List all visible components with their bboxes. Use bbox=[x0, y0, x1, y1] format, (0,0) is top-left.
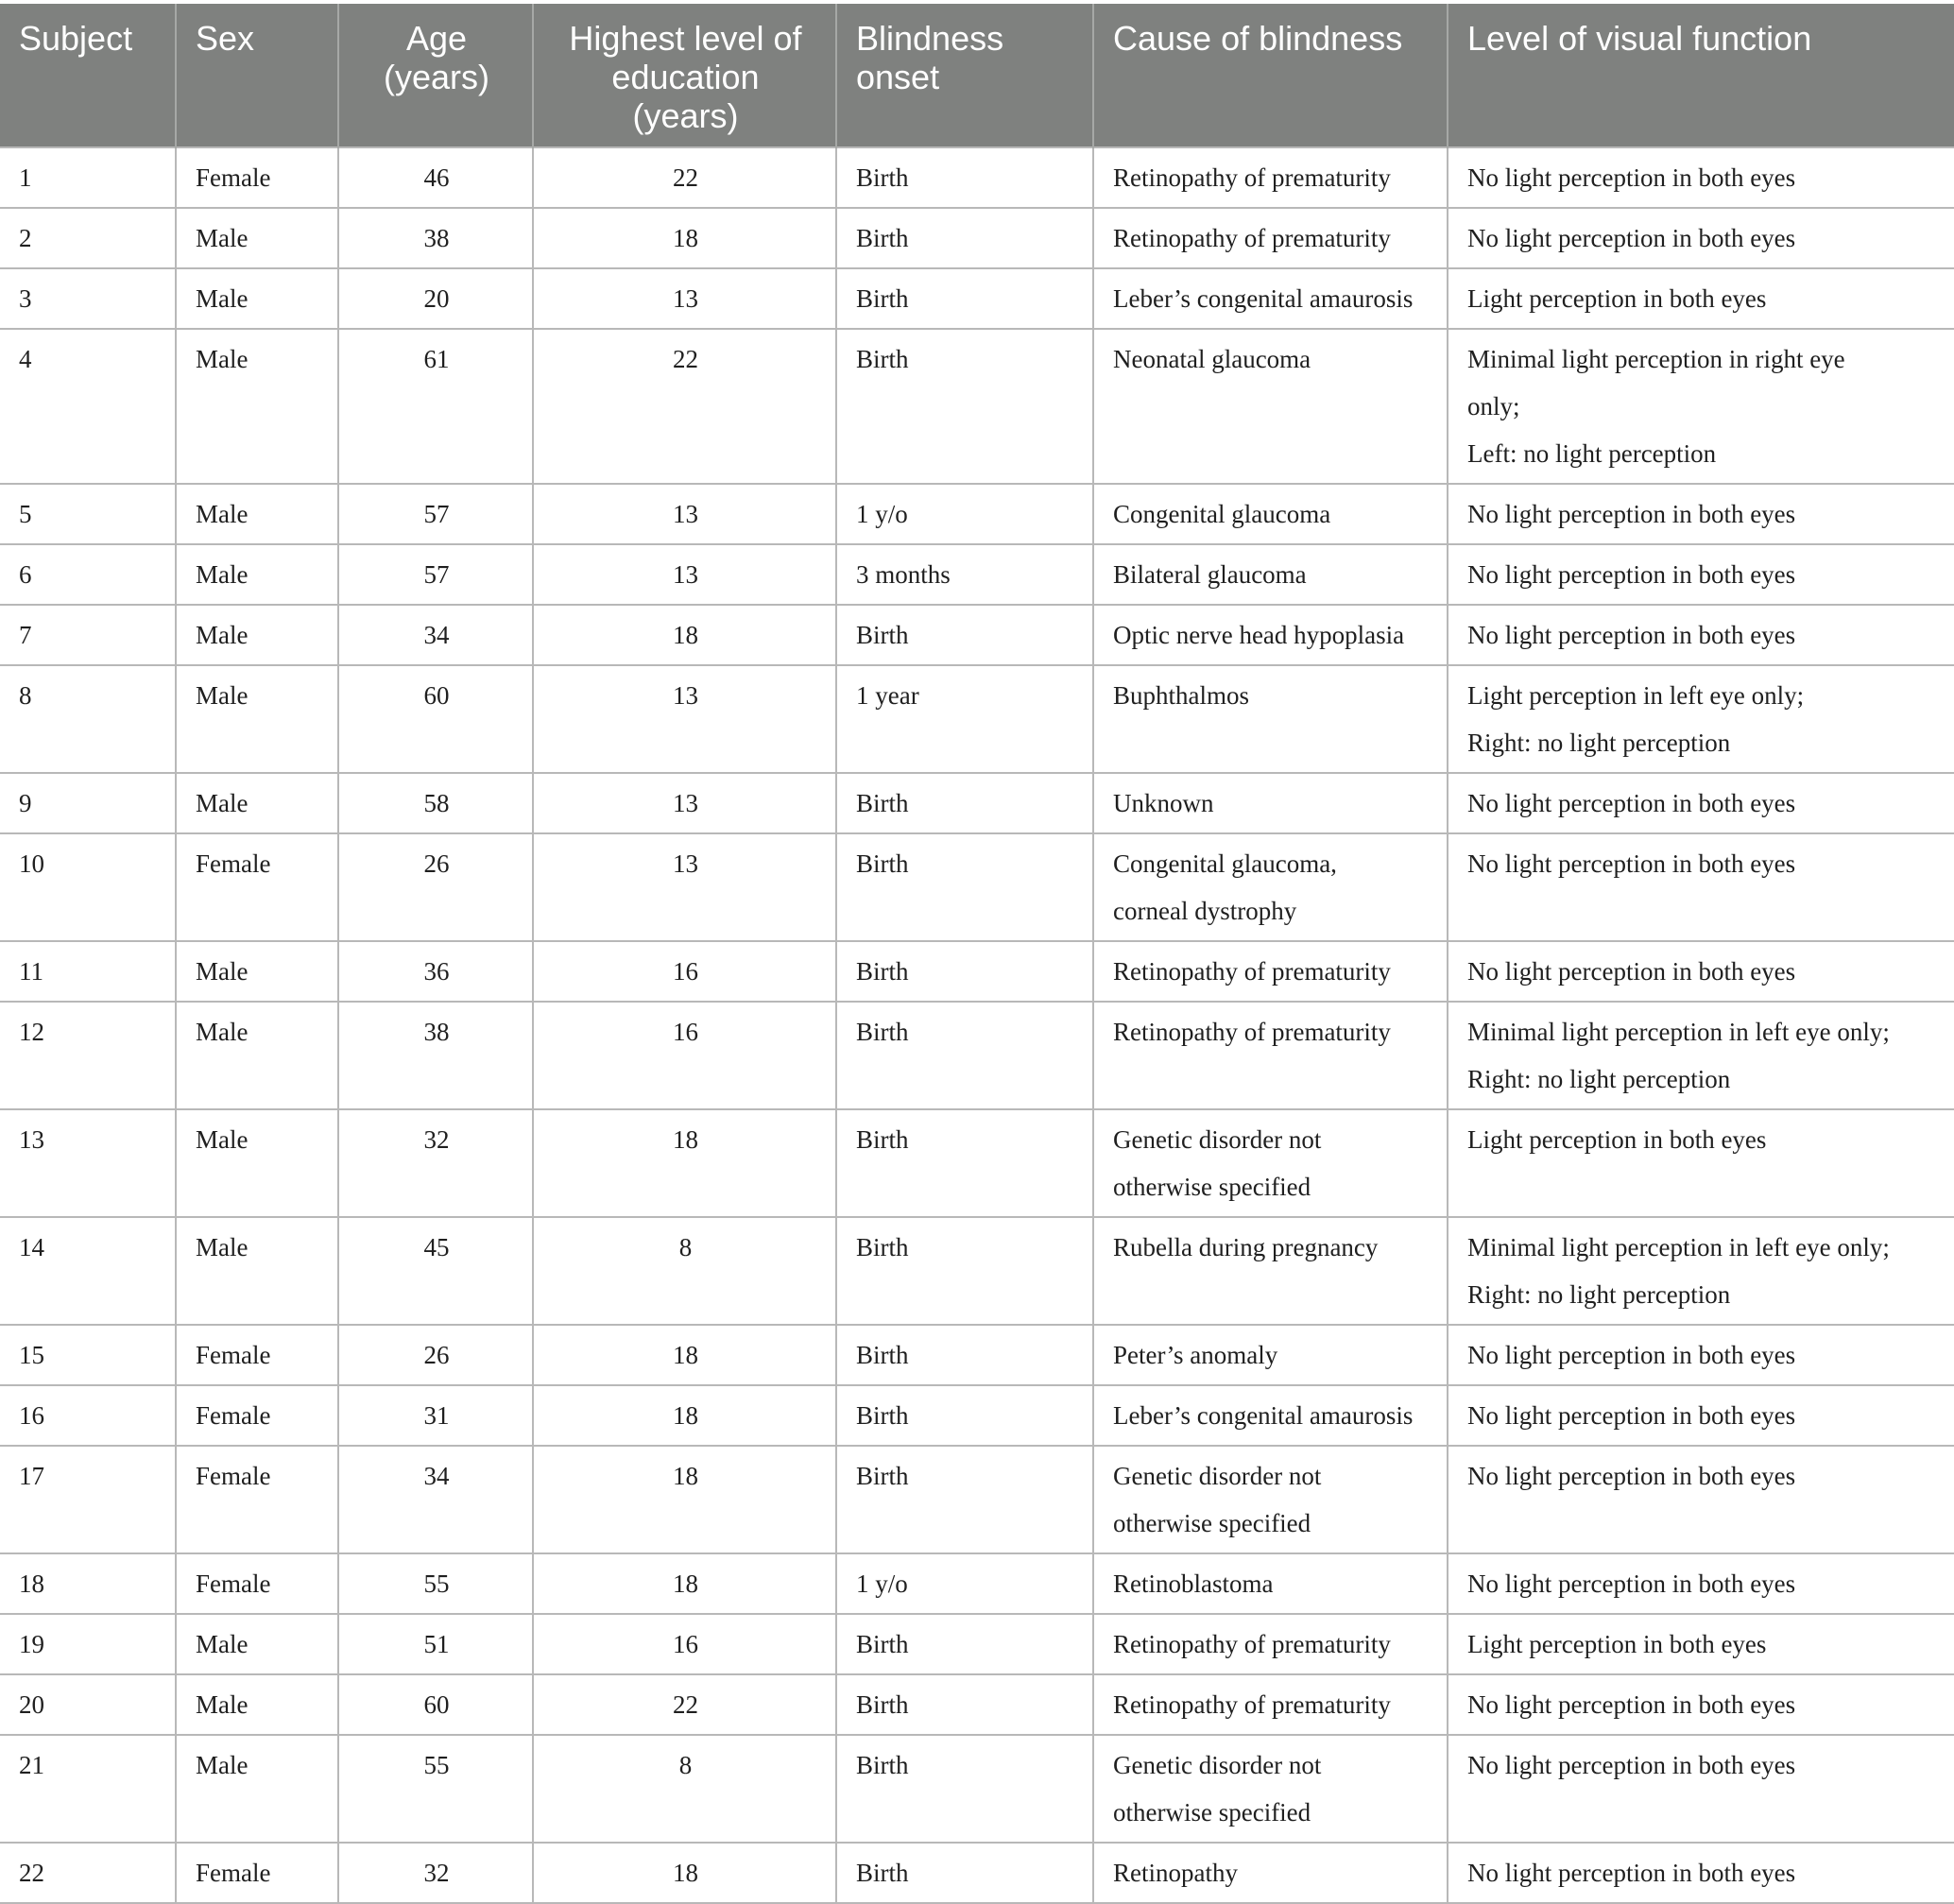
cell-visual-function: No light perception in both eyes bbox=[1448, 1325, 1954, 1385]
cell-cause: Congenital glaucoma, corneal dystrophy bbox=[1093, 833, 1448, 941]
table-row bbox=[0, 484, 1954, 544]
cell-education: 18 bbox=[533, 605, 836, 665]
cell-age: 61 bbox=[338, 329, 533, 484]
table-row bbox=[0, 833, 1954, 941]
cell-visual-function: Light perception in both eyes bbox=[1448, 1109, 1954, 1217]
cell-sex: Female bbox=[176, 1553, 338, 1614]
cell-sex: Male bbox=[176, 268, 338, 329]
cell-visual-function: No light perception in both eyes bbox=[1448, 147, 1954, 208]
table-container bbox=[0, 4, 1954, 1904]
table-row bbox=[0, 605, 1954, 665]
cell-visual-function: No light perception in both eyes bbox=[1448, 941, 1954, 1002]
cell-subject: 1 bbox=[0, 147, 176, 208]
cell-age: 57 bbox=[338, 544, 533, 605]
cell-subject: 7 bbox=[0, 605, 176, 665]
cell-sex: Male bbox=[176, 208, 338, 268]
header-visual-function: Level of visual function bbox=[1448, 4, 1954, 147]
cell-subject: 3 bbox=[0, 268, 176, 329]
cell-age: 55 bbox=[338, 1553, 533, 1614]
cell-cause: Unknown bbox=[1093, 773, 1448, 833]
table-row bbox=[0, 268, 1954, 329]
table-row bbox=[0, 941, 1954, 1002]
cell-age: 46 bbox=[338, 147, 533, 208]
cell-age: 60 bbox=[338, 665, 533, 773]
cell-age: 34 bbox=[338, 605, 533, 665]
cell-cause: Retinopathy of prematurity bbox=[1093, 208, 1448, 268]
cell-onset: 3 months bbox=[836, 544, 1093, 605]
table-row bbox=[0, 1553, 1954, 1614]
cell-subject: 9 bbox=[0, 773, 176, 833]
cell-cause: Genetic disorder not otherwise specified bbox=[1093, 1446, 1448, 1553]
cell-onset: Birth bbox=[836, 1735, 1093, 1843]
cell-onset: 1 y/o bbox=[836, 1553, 1093, 1614]
cell-education: 18 bbox=[533, 1843, 836, 1903]
cell-onset: Birth bbox=[836, 1614, 1093, 1674]
cell-subject: 2 bbox=[0, 208, 176, 268]
cell-onset: Birth bbox=[836, 605, 1093, 665]
table-row bbox=[0, 544, 1954, 605]
cell-age: 60 bbox=[338, 1674, 533, 1735]
cell-education: 8 bbox=[533, 1735, 836, 1843]
cell-sex: Male bbox=[176, 941, 338, 1002]
cell-cause: Peter’s anomaly bbox=[1093, 1325, 1448, 1385]
cell-age: 51 bbox=[338, 1614, 533, 1674]
cell-age: 55 bbox=[338, 1735, 533, 1843]
cell-onset: Birth bbox=[836, 941, 1093, 1002]
header-sex: Sex bbox=[176, 4, 338, 147]
cell-education: 13 bbox=[533, 544, 836, 605]
cell-sex: Female bbox=[176, 1325, 338, 1385]
cell-education: 18 bbox=[533, 1385, 836, 1446]
cell-cause: Retinopathy of prematurity bbox=[1093, 1614, 1448, 1674]
cell-visual-function: No light perception in both eyes bbox=[1448, 1385, 1954, 1446]
cell-age: 31 bbox=[338, 1385, 533, 1446]
cell-visual-function: No light perception in both eyes bbox=[1448, 1674, 1954, 1735]
cell-sex: Female bbox=[176, 147, 338, 208]
cell-visual-function: No light perception in both eyes bbox=[1448, 1735, 1954, 1843]
cell-onset: Birth bbox=[836, 268, 1093, 329]
table-row bbox=[0, 147, 1954, 208]
cell-cause: Optic nerve head hypoplasia bbox=[1093, 605, 1448, 665]
cell-cause: Leber’s congenital amaurosis bbox=[1093, 1385, 1448, 1446]
table-row bbox=[0, 208, 1954, 268]
cell-visual-function: Minimal light perception in left eye only; Right: no light perception bbox=[1448, 1217, 1954, 1325]
table-row bbox=[0, 1385, 1954, 1446]
cell-onset: Birth bbox=[836, 147, 1093, 208]
cell-cause: Retinopathy of prematurity bbox=[1093, 941, 1448, 1002]
table-row bbox=[0, 1002, 1954, 1109]
table-row bbox=[0, 1446, 1954, 1553]
cell-subject: 17 bbox=[0, 1446, 176, 1553]
cell-visual-function: No light perception in both eyes bbox=[1448, 833, 1954, 941]
cell-onset: 1 year bbox=[836, 665, 1093, 773]
cell-education: 18 bbox=[533, 1109, 836, 1217]
cell-visual-function: No light perception in both eyes bbox=[1448, 208, 1954, 268]
cell-subject: 10 bbox=[0, 833, 176, 941]
cell-sex: Male bbox=[176, 1109, 338, 1217]
cell-sex: Female bbox=[176, 833, 338, 941]
cell-onset: Birth bbox=[836, 1385, 1093, 1446]
cell-cause: Retinoblastoma bbox=[1093, 1553, 1448, 1614]
cell-sex: Male bbox=[176, 665, 338, 773]
cell-sex: Female bbox=[176, 1446, 338, 1553]
cell-age: 32 bbox=[338, 1109, 533, 1217]
cell-sex: Male bbox=[176, 1614, 338, 1674]
cell-visual-function: Minimal light perception in right eye only; Left: no light perception bbox=[1448, 329, 1954, 484]
cell-visual-function: No light perception in both eyes bbox=[1448, 605, 1954, 665]
cell-education: 16 bbox=[533, 1614, 836, 1674]
cell-sex: Female bbox=[176, 1843, 338, 1903]
table-row bbox=[0, 1614, 1954, 1674]
cell-sex: Male bbox=[176, 1002, 338, 1109]
table-row bbox=[0, 1217, 1954, 1325]
cell-age: 26 bbox=[338, 1325, 533, 1385]
cell-age: 36 bbox=[338, 941, 533, 1002]
cell-subject: 20 bbox=[0, 1674, 176, 1735]
cell-onset: Birth bbox=[836, 1217, 1093, 1325]
cell-visual-function: No light perception in both eyes bbox=[1448, 773, 1954, 833]
cell-onset: Birth bbox=[836, 773, 1093, 833]
cell-education: 16 bbox=[533, 941, 836, 1002]
cell-subject: 21 bbox=[0, 1735, 176, 1843]
cell-cause: Retinopathy of prematurity bbox=[1093, 1674, 1448, 1735]
cell-visual-function: No light perception in both eyes bbox=[1448, 1553, 1954, 1614]
cell-sex: Male bbox=[176, 605, 338, 665]
cell-cause: Retinopathy bbox=[1093, 1843, 1448, 1903]
cell-subject: 5 bbox=[0, 484, 176, 544]
cell-age: 20 bbox=[338, 268, 533, 329]
header-age: Age (years) bbox=[338, 4, 533, 147]
cell-onset: 1 y/o bbox=[836, 484, 1093, 544]
cell-subject: 16 bbox=[0, 1385, 176, 1446]
cell-cause: Congenital glaucoma bbox=[1093, 484, 1448, 544]
cell-subject: 13 bbox=[0, 1109, 176, 1217]
cell-age: 45 bbox=[338, 1217, 533, 1325]
header-subject: Subject bbox=[0, 4, 176, 147]
header-education: Highest level of education (years) bbox=[533, 4, 836, 147]
cell-visual-function: No light perception in both eyes bbox=[1448, 1446, 1954, 1553]
cell-education: 18 bbox=[533, 1446, 836, 1553]
cell-age: 32 bbox=[338, 1843, 533, 1903]
header-blindness-onset: Blindness onset bbox=[836, 4, 1093, 147]
cell-onset: Birth bbox=[836, 833, 1093, 941]
cell-visual-function: Minimal light perception in left eye only; Right: no light perception bbox=[1448, 1002, 1954, 1109]
cell-cause: Neonatal glaucoma bbox=[1093, 329, 1448, 484]
cell-onset: Birth bbox=[836, 208, 1093, 268]
cell-age: 38 bbox=[338, 208, 533, 268]
cell-visual-function: Light perception in both eyes bbox=[1448, 268, 1954, 329]
cell-education: 8 bbox=[533, 1217, 836, 1325]
table-row bbox=[0, 329, 1954, 484]
cell-onset: Birth bbox=[836, 329, 1093, 484]
cell-onset: Birth bbox=[836, 1109, 1093, 1217]
cell-education: 18 bbox=[533, 208, 836, 268]
cell-onset: Birth bbox=[836, 1446, 1093, 1553]
cell-cause: Leber’s congenital amaurosis bbox=[1093, 268, 1448, 329]
cell-subject: 8 bbox=[0, 665, 176, 773]
table-row bbox=[0, 1109, 1954, 1217]
cell-subject: 12 bbox=[0, 1002, 176, 1109]
cell-visual-function: No light perception in both eyes bbox=[1448, 1843, 1954, 1903]
cell-education: 22 bbox=[533, 329, 836, 484]
cell-sex: Male bbox=[176, 1217, 338, 1325]
cell-subject: 11 bbox=[0, 941, 176, 1002]
cell-sex: Male bbox=[176, 329, 338, 484]
cell-education: 13 bbox=[533, 773, 836, 833]
cell-education: 13 bbox=[533, 268, 836, 329]
cell-education: 13 bbox=[533, 665, 836, 773]
cell-cause: Retinopathy of prematurity bbox=[1093, 1002, 1448, 1109]
cell-onset: Birth bbox=[836, 1325, 1093, 1385]
cell-age: 58 bbox=[338, 773, 533, 833]
cell-sex: Male bbox=[176, 1674, 338, 1735]
cell-education: 13 bbox=[533, 833, 836, 941]
cell-education: 22 bbox=[533, 1674, 836, 1735]
cell-cause: Retinopathy of prematurity bbox=[1093, 147, 1448, 208]
cell-visual-function: Light perception in left eye only; Right: no light perception bbox=[1448, 665, 1954, 773]
cell-age: 26 bbox=[338, 833, 533, 941]
subjects-table bbox=[0, 4, 1954, 1904]
table-row bbox=[0, 1843, 1954, 1903]
cell-education: 13 bbox=[533, 484, 836, 544]
table-row bbox=[0, 1325, 1954, 1385]
table-row bbox=[0, 1735, 1954, 1843]
cell-visual-function: Light perception in both eyes bbox=[1448, 1614, 1954, 1674]
cell-cause: Rubella during pregnancy bbox=[1093, 1217, 1448, 1325]
cell-education: 18 bbox=[533, 1325, 836, 1385]
cell-onset: Birth bbox=[836, 1843, 1093, 1903]
cell-onset: Birth bbox=[836, 1002, 1093, 1109]
cell-subject: 15 bbox=[0, 1325, 176, 1385]
cell-subject: 6 bbox=[0, 544, 176, 605]
cell-visual-function: No light perception in both eyes bbox=[1448, 484, 1954, 544]
header-cause-of-blindness: Cause of blindness bbox=[1093, 4, 1448, 147]
cell-age: 38 bbox=[338, 1002, 533, 1109]
table-body bbox=[0, 147, 1954, 1903]
cell-subject: 4 bbox=[0, 329, 176, 484]
cell-sex: Male bbox=[176, 544, 338, 605]
cell-subject: 18 bbox=[0, 1553, 176, 1614]
cell-sex: Female bbox=[176, 1385, 338, 1446]
cell-education: 16 bbox=[533, 1002, 836, 1109]
table-row bbox=[0, 1674, 1954, 1735]
cell-sex: Male bbox=[176, 773, 338, 833]
cell-onset: Birth bbox=[836, 1674, 1093, 1735]
cell-cause: Bilateral glaucoma bbox=[1093, 544, 1448, 605]
cell-subject: 22 bbox=[0, 1843, 176, 1903]
table-row bbox=[0, 665, 1954, 773]
cell-subject: 19 bbox=[0, 1614, 176, 1674]
table-row bbox=[0, 773, 1954, 833]
cell-subject: 14 bbox=[0, 1217, 176, 1325]
cell-cause: Genetic disorder not otherwise specified bbox=[1093, 1109, 1448, 1217]
cell-education: 22 bbox=[533, 147, 836, 208]
cell-education: 18 bbox=[533, 1553, 836, 1614]
cell-visual-function: No light perception in both eyes bbox=[1448, 544, 1954, 605]
table-header bbox=[0, 4, 1954, 147]
cell-age: 57 bbox=[338, 484, 533, 544]
cell-cause: Genetic disorder not otherwise specified bbox=[1093, 1735, 1448, 1843]
cell-sex: Male bbox=[176, 484, 338, 544]
cell-cause: Buphthalmos bbox=[1093, 665, 1448, 773]
cell-age: 34 bbox=[338, 1446, 533, 1553]
cell-sex: Male bbox=[176, 1735, 338, 1843]
header-row bbox=[0, 4, 1954, 147]
